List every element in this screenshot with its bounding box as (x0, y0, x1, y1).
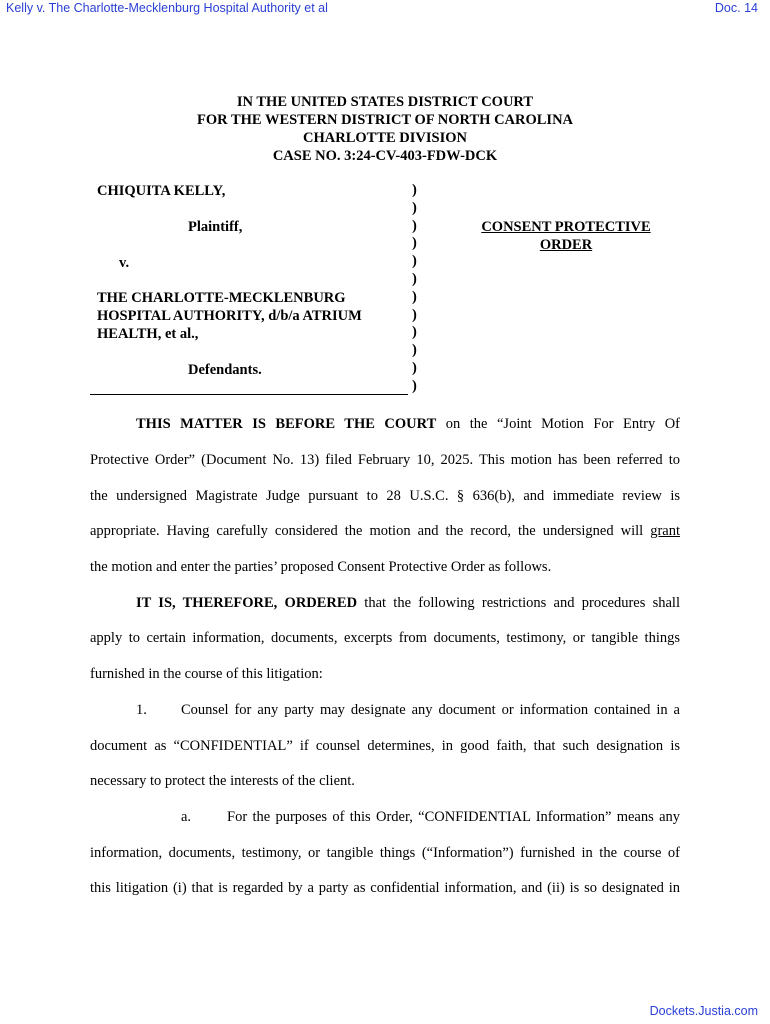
plaintiff-role: Plaintiff, (188, 219, 243, 235)
para1-line-1 (90, 415, 680, 433)
case-number: CASE NO. 3:24-CV-403-FDW-DCK (272, 148, 498, 164)
defendant-line-3: HEALTH, et al., (97, 326, 199, 342)
para2-lead: IT IS, THEREFORE, ORDERED (136, 595, 358, 611)
paren: ) (412, 342, 417, 359)
court-line-3: CHARLOTTE DIVISION (303, 130, 467, 146)
paren: ) (412, 270, 417, 287)
para1-line-5: the motion and enter the parties’ proposed Consent Protective Order as follows. (90, 559, 552, 575)
order-title-line-2: ORDER (539, 237, 593, 253)
defendant-role: Defendants. (188, 362, 262, 378)
paren: ) (412, 306, 417, 323)
para3-line-2: document as “CONFIDENTIAL” if counsel determines, in good faith, that such designation is (90, 738, 680, 754)
court-heading (0, 93, 770, 165)
para3-line-3: necessary to protect the interests of the client. (90, 773, 355, 789)
order-title (466, 218, 666, 254)
para3-line-1: Counsel for any party may designate any document or information contained in a (181, 702, 680, 718)
para1-line-1-text: on the “Joint Motion For Entry Of (436, 416, 680, 432)
para4-letter: a. (181, 809, 192, 825)
grant-word: grant (650, 523, 680, 539)
paren: ) (412, 324, 417, 341)
para1-line-2: Protective Order” (Document No. 13) filed February 10, 2025. This motion has been referred to (90, 452, 680, 468)
justia-footer-link[interactable]: Dockets.Justia.com (649, 1004, 758, 1018)
versus: v. (119, 255, 130, 271)
paren: ) (412, 288, 417, 305)
paren: ) (412, 199, 417, 216)
defendant-line-2: HOSPITAL AUTHORITY, d/b/a ATRIUM (97, 308, 362, 324)
paren: ) (412, 235, 417, 252)
para2-line-1 (90, 594, 680, 612)
doc-number-link[interactable]: Doc. 14 (714, 1, 758, 15)
para4-line-1: For the purposes of this Order, “CONFIDENTIAL Information” means any (227, 809, 680, 825)
caption-parentheses (412, 182, 417, 396)
paren: ) (412, 359, 417, 376)
paren: ) (412, 377, 417, 394)
para1-line-4-text: appropriate. Having carefully considered the motion and the record, the undersigned will (90, 523, 651, 539)
para4-line-2: information, documents, testimony, or tangible things (“Information”) furnished in the course of (90, 845, 680, 861)
para2-line-2: apply to certain information, documents, excerpts from documents, testimony, or tangible things (90, 630, 680, 646)
caption-rule (90, 394, 408, 395)
para1-lead: THIS MATTER IS BEFORE THE COURT (136, 416, 437, 432)
para1-line-4 (90, 522, 680, 540)
paren: ) (412, 182, 417, 198)
court-line-1: IN THE UNITED STATES DISTRICT COURT (236, 94, 534, 110)
para1-line-3: the undersigned Magistrate Judge pursuant to 28 U.S.C. § 636(b), and immediate review is (90, 488, 680, 504)
order-title-line-1: CONSENT PROTECTIVE (481, 219, 651, 235)
defendant-line-1: THE CHARLOTTE-MECKLENBURG (97, 290, 346, 306)
para2-line-3: furnished in the course of this litigation: (90, 666, 323, 682)
para3-number: 1. (136, 702, 147, 718)
case-title-link[interactable]: Kelly v. The Charlotte-Mecklenburg Hospital Authority et al (6, 1, 328, 15)
paren: ) (412, 253, 417, 270)
para2-line-1-text: that the following restrictions and procedures shall (357, 595, 680, 611)
court-line-2: FOR THE WESTERN DISTRICT OF NORTH CAROLINA (196, 112, 574, 128)
paren: ) (412, 217, 417, 234)
plaintiff-name: CHIQUITA KELLY, (97, 183, 226, 199)
para4-line-3: this litigation (i) that is regarded by a party as confidential information, and (ii) is so designated in (90, 880, 680, 896)
